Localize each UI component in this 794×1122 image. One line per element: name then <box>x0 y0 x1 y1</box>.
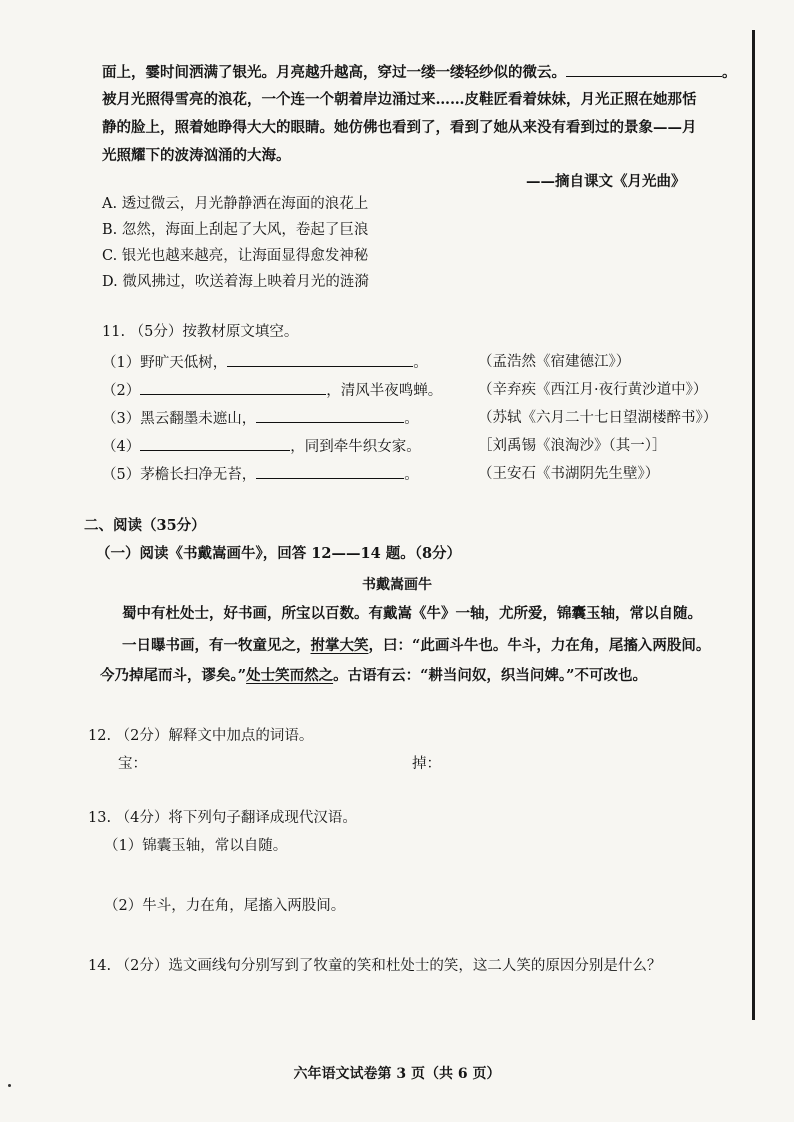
article-paragraph-3: 今乃掉尾而斗，谬矣。”处士笑而然之。古语有云：“耕当问奴，织当问婢。”不可改也。 <box>100 667 648 684</box>
q11-source-1: （孟浩然《宿建德江》） <box>478 354 631 370</box>
q12-title: 12. （2分）解释文中加点的词语。 <box>88 728 314 744</box>
scan-speck <box>8 1084 11 1087</box>
underlined-sentence-2: 处士笑而然之 <box>246 667 334 684</box>
passage-line-2: 被月光照得雪亮的浪花，一个连一个朝着岸边涌过来……皮鞋匠看着妹妹，月光正照在她那恬 <box>102 91 697 108</box>
q11-blank-3[interactable] <box>256 408 404 423</box>
q11-source-4: ［刘禹锡《浪淘沙》（其一）］ <box>478 438 667 454</box>
underlined-sentence-1: 拊掌大笑 <box>310 637 369 654</box>
q11-source-3: （苏轼《六月二十七日望湖楼醉书》） <box>478 410 718 426</box>
q11-item-3: （3）黑云翻墨未遮山， 。 <box>102 408 419 429</box>
q11-item-5: （5）茅檐长扫净无苔， 。 <box>102 464 419 485</box>
q11-blank-4[interactable] <box>140 436 290 451</box>
q13-title: 13. （4分）将下列句子翻译成现代汉语。 <box>88 810 357 826</box>
passage-blank[interactable] <box>566 62 722 77</box>
section-subtitle: （一）阅读《书戴嵩画牛》，回答 12——14 题。（8分） <box>96 545 462 562</box>
q11-item-4: （4） ，同到牵牛织女家。 <box>102 436 421 457</box>
q11-blank-1[interactable] <box>227 352 413 367</box>
passage-line-1: 面上，霎时间洒满了银光。月亮越升越高，穿过一缕一缕轻纱似的微云。 。 <box>102 64 737 81</box>
article-title: 书戴嵩画牛 <box>362 577 432 593</box>
article-paragraph-1: 蜀中有杜处士，好书画，所宝以百数。有戴嵩《牛》一轴，尤所爱，锦囊玉轴，常以自随。 <box>122 605 702 622</box>
option-b[interactable]: B. 忽然，海面上刮起了大风，卷起了巨浪 <box>102 222 369 238</box>
passage-line-4: 光照耀下的波涛汹涌的大海。 <box>102 147 291 164</box>
q11-blank-2[interactable] <box>140 380 326 395</box>
option-d[interactable]: D. 微风拂过，吹送着海上映着月光的涟漪 <box>102 274 369 290</box>
q12-word-diao: 掉： <box>412 756 441 772</box>
page-footer: 六年语文试卷第 3 页（共 6 页） <box>293 1066 501 1082</box>
option-c[interactable]: C. 银光也越来越亮，让海面显得愈发神秘 <box>102 248 369 264</box>
q11-blank-5[interactable] <box>256 464 404 479</box>
q12-word-bao: 宝： <box>118 756 147 772</box>
q11-source-2: （辛弃疾《西江月·夜行黄沙道中》） <box>478 382 708 398</box>
q11-item-1: （1）野旷天低树， 。 <box>102 352 428 373</box>
margin-line <box>752 30 755 1020</box>
article-paragraph-2: 一日曝书画，有一牧童见之，拊掌大笑，曰：“此画斗牛也。牛斗，力在角，尾搐入两股间。 <box>122 637 711 654</box>
option-a[interactable]: A. 透过微云，月光静静洒在海面的浪花上 <box>102 196 369 212</box>
passage-source: ——摘自课文《月光曲》 <box>526 173 686 190</box>
q13-sentence-1: （1）锦囊玉轴，常以自随。 <box>104 838 288 854</box>
q11-item-2: （2） ，清风半夜鸣蝉。 <box>102 380 442 401</box>
q11-source-5: （王安石《书湖阴先生壁》） <box>478 466 660 482</box>
q13-sentence-2: （2）牛斗，力在角，尾搐入两股间。 <box>104 898 346 914</box>
q14-title: 14. （2分）选文画线句分别写到了牧童的笑和杜处士的笑，这二人笑的原因分别是什么？ <box>88 958 662 974</box>
section-title: 二、阅读（35分） <box>84 517 206 534</box>
q11-title: 11. （5分）按教材原文填空。 <box>102 324 299 340</box>
passage-line-3: 静的脸上，照着她睁得大大的眼睛。她仿佛也看到了，看到了她从来没有看到过的景象——月 <box>102 119 697 136</box>
